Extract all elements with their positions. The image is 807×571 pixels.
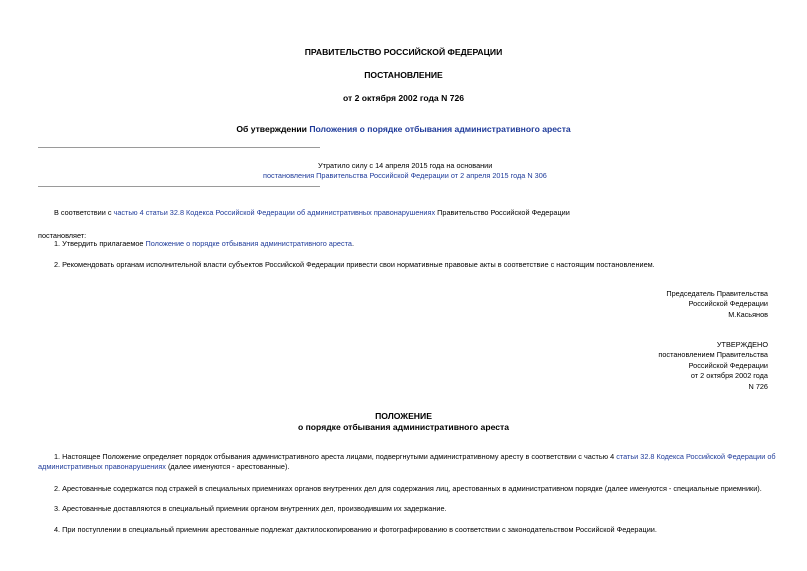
regulation-paragraph-3: 3. Арестованные доставляются в специальный приемник органом внутренних дел, производившим их задержание.	[54, 504, 447, 513]
regulation-title: ПОЛОЖЕНИЕ	[375, 411, 432, 421]
item-1-suffix: .	[351, 239, 354, 248]
divider-bottom	[38, 186, 320, 187]
item-1-prefix: 1. Утвердить прилагаемое	[54, 239, 146, 248]
document-type: ПОСТАНОВЛЕНИЕ	[364, 70, 443, 80]
approved-line-2: постановлением Правительства	[658, 350, 768, 359]
regulation-paragraph-1	[54, 452, 776, 461]
divider-top	[38, 147, 320, 148]
paragraph-1-suffix: (далее именуются - арестованные).	[165, 462, 290, 471]
item-1-link[interactable]: Положение о порядке отбывания административного ареста	[145, 239, 352, 248]
signature-title: Председатель Правительства	[666, 289, 768, 298]
approved-line-3: Российской Федерации	[688, 361, 768, 370]
title-link[interactable]: Положения о порядке отбывания административного ареста	[309, 124, 571, 134]
document-title	[0, 124, 807, 134]
approved-line-5: N 726	[748, 382, 768, 391]
regulation-paragraph-1-cont	[38, 462, 289, 471]
title-prefix: Об утверждении	[236, 124, 310, 134]
document-date-number: от 2 октября 2002 года N 726	[342, 93, 465, 103]
approved-line-4: от 2 октября 2002 года	[690, 371, 768, 380]
paragraph-1-text: 1. Настоящее Положение определяет порядок отбывания административного ареста лицами, подвергнутыми административному аресту в соответствии с частью 4	[54, 452, 617, 461]
regulation-paragraph-2: 2. Арестованные содержатся под стражей в специальных приемниках органов внутренних дел для содержания лиц, арестованных в административном порядке (далее именуются - специальные приемники).	[54, 484, 762, 493]
repeal-link[interactable]: постановления Правительства Российской Федерации от 2 апреля 2015 года N 306	[263, 171, 547, 180]
regulation-paragraph-4: 4. При поступлении в специальный приемник арестованные подлежат дактилоскопированию и фотографированию в соответствии с законодательством Российской Федерации.	[54, 525, 657, 534]
paragraph-1-link-cont[interactable]: административных правонарушениях	[38, 462, 166, 471]
status-line: Утратило силу с 14 апреля 2015 года на основании	[318, 161, 493, 170]
government-heading: ПРАВИТЕЛЬСТВО РОССИЙСКОЙ ФЕДЕРАЦИИ	[304, 47, 503, 57]
intro-paragraph	[54, 208, 570, 217]
intro-suffix: Правительство Российской Федерации	[435, 208, 570, 217]
intro-link[interactable]: частью 4 статьи 32.8 Кодекса Российской Федерации об административных правонарушениях	[113, 208, 436, 217]
approved-label: УТВЕРЖДЕНО	[716, 340, 768, 349]
decrees-word: постановляет:	[38, 231, 87, 240]
intro-prefix: В соответствии с	[54, 208, 114, 217]
signature-name: М.Касьянов	[728, 310, 768, 319]
item-2: 2. Рекомендовать органам исполнительной власти субъектов Российской Федерации привести свои нормативные правовые акты в соответствие с настоящим постановлением.	[54, 260, 655, 269]
signature-country: Российской Федерации	[688, 299, 768, 308]
regulation-subtitle: о порядке отбывания административного ареста	[297, 422, 509, 432]
paragraph-1-link[interactable]: статьи 32.8 Кодекса Российской Федерации об	[616, 452, 776, 461]
item-1	[54, 239, 354, 248]
